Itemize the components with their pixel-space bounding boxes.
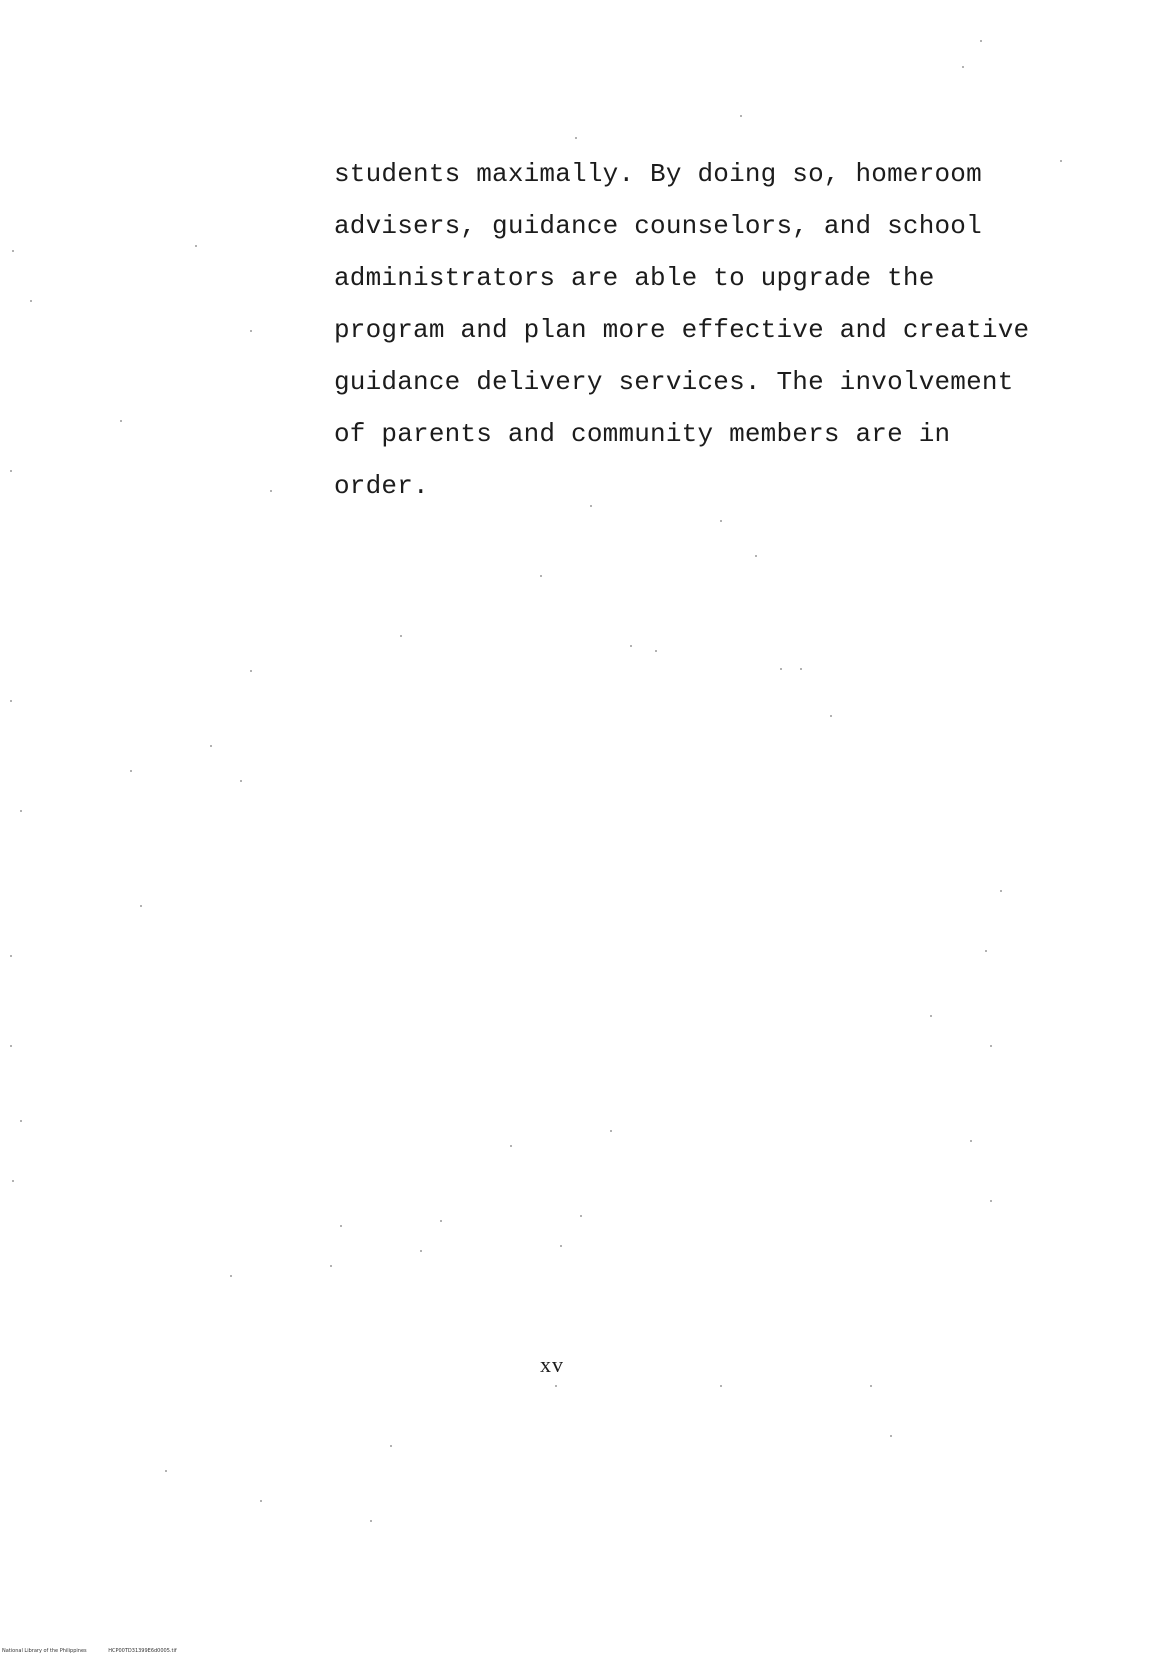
scan-speck: [210, 745, 212, 747]
scan-speck: [610, 1130, 612, 1132]
scan-speck: [250, 670, 252, 672]
scan-speck: [800, 668, 802, 670]
scan-speck: [720, 1385, 722, 1387]
scan-speck: [560, 1245, 562, 1247]
scan-speck: [740, 115, 742, 117]
scan-speck: [575, 137, 577, 139]
scan-speck: [420, 1250, 422, 1252]
scan-speck: [250, 330, 252, 332]
scan-footer: [2, 1648, 197, 1654]
scan-speck: [510, 1145, 512, 1147]
scan-speck: [10, 470, 12, 472]
scan-speck: [440, 1220, 442, 1222]
scan-speck: [655, 650, 657, 652]
text-line: guidance delivery services. The involvement: [334, 367, 1014, 397]
scan-speck: [130, 770, 132, 772]
scan-speck: [330, 1265, 332, 1267]
body-paragraph: [334, 148, 1034, 512]
scan-speck: [10, 1045, 12, 1047]
scan-speck: [780, 668, 782, 670]
scan-speck: [12, 1180, 14, 1182]
scan-speck: [270, 490, 272, 492]
scan-speck: [990, 1045, 992, 1047]
scan-speck: [370, 1520, 372, 1522]
footer-library: National Library of the Philippines: [2, 1648, 87, 1654]
scan-speck: [870, 1385, 872, 1387]
scan-speck: [20, 810, 22, 812]
scan-speck: [1000, 890, 1002, 892]
scan-speck: [555, 1385, 557, 1387]
scan-speck: [20, 1120, 22, 1122]
scan-speck: [240, 780, 242, 782]
scan-speck: [630, 645, 632, 647]
scan-speck: [195, 245, 197, 247]
scan-speck: [120, 420, 122, 422]
scan-speck: [260, 1500, 262, 1502]
scan-speck: [980, 40, 982, 42]
scan-speck: [1060, 160, 1062, 162]
scan-speck: [10, 955, 12, 957]
scan-speck: [830, 715, 832, 717]
scan-speck: [985, 950, 987, 952]
text-line: program and plan more effective and creative: [334, 315, 1030, 345]
scan-speck: [720, 520, 722, 522]
scan-speck: [390, 1445, 392, 1447]
scan-speck: [755, 555, 757, 557]
scan-speck: [400, 635, 402, 637]
text-line: administrators are able to upgrade the: [334, 263, 935, 293]
scan-speck: [540, 575, 542, 577]
scan-speck: [10, 700, 12, 702]
scan-speck: [890, 1435, 892, 1437]
scan-speck: [580, 1215, 582, 1217]
scan-speck: [970, 1140, 972, 1142]
scan-speck: [990, 1200, 992, 1202]
scan-speck: [962, 66, 964, 68]
scan-speck: [590, 505, 592, 507]
scan-speck: [12, 250, 14, 252]
scan-speck: [140, 905, 142, 907]
scan-speck: [230, 1275, 232, 1277]
scan-speck: [930, 1015, 932, 1017]
text-line: students maximally. By doing so, homeroom: [334, 159, 982, 189]
scan-speck: [340, 1225, 342, 1227]
scan-speck: [165, 1470, 167, 1472]
text-line: advisers, guidance counselors, and school: [334, 211, 982, 241]
scan-speck: [30, 300, 32, 302]
page-number: xv: [540, 1352, 564, 1377]
text-line: order.: [334, 471, 429, 501]
footer-file-code: HCP00TD31399E6d0005.tif: [108, 1648, 177, 1654]
text-line: of parents and community members are in: [334, 419, 951, 449]
